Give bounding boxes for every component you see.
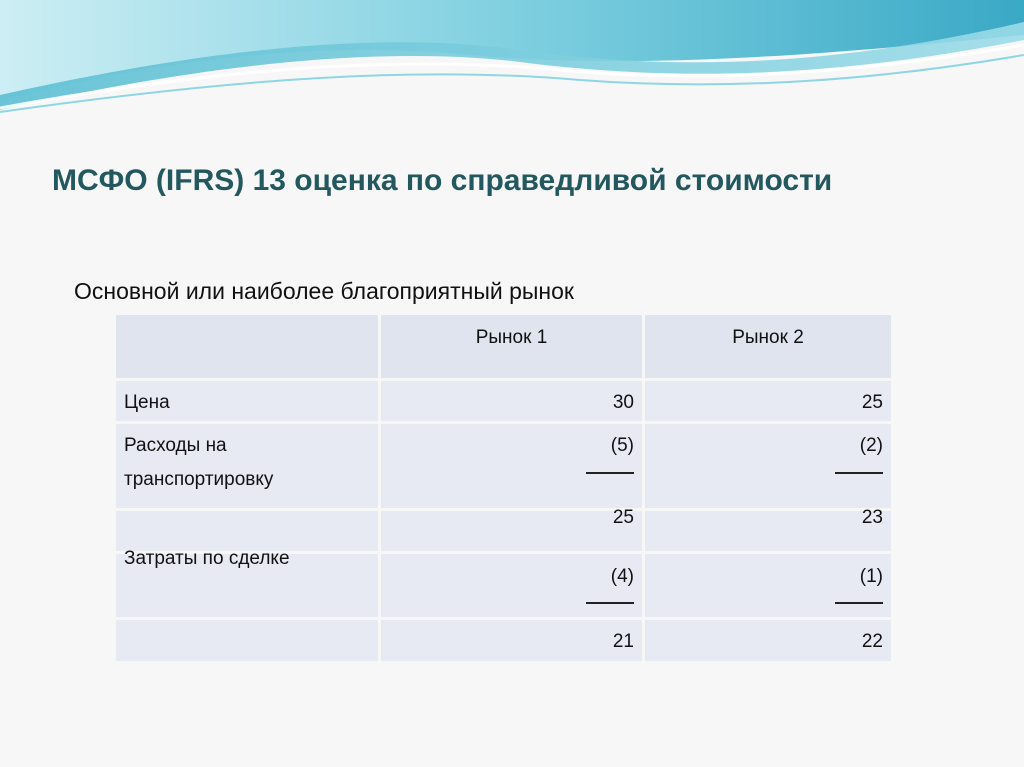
value: (4) xyxy=(610,566,634,587)
value-cell xyxy=(381,620,642,661)
decorative-wave-banner xyxy=(0,0,1024,120)
value-cell xyxy=(381,507,642,551)
row-label: Цена xyxy=(124,392,170,413)
value: 23 xyxy=(861,507,883,528)
header-empty-cell xyxy=(116,315,378,378)
value: (5) xyxy=(610,435,634,456)
header-label: Рынок 2 xyxy=(732,327,804,348)
row-label-cell xyxy=(116,548,378,617)
header-market-1 xyxy=(381,315,642,378)
value-cell xyxy=(645,507,891,551)
row-label-line2: транспортировку xyxy=(124,469,274,490)
value: 25 xyxy=(861,392,883,413)
value-cell xyxy=(645,620,891,661)
row-label-cell xyxy=(116,620,378,661)
value-cell xyxy=(381,424,642,508)
value-cell xyxy=(381,554,642,617)
page-title: МСФО (IFRS) 13 оценка по справедливой стоимости xyxy=(52,164,833,197)
subtotal-rule xyxy=(835,602,883,604)
value: (2) xyxy=(859,435,883,456)
market-comparison-table xyxy=(116,315,891,661)
row-label: Затраты по сделке xyxy=(124,548,290,569)
subtotal-rule xyxy=(586,472,634,474)
value-cell xyxy=(381,381,642,421)
value: 25 xyxy=(612,507,634,528)
row-label-cell xyxy=(116,424,378,508)
value-cell xyxy=(645,381,891,421)
header-market-2 xyxy=(645,315,891,378)
value: 21 xyxy=(612,631,634,652)
row-label-cell xyxy=(116,511,378,551)
subtotal-rule xyxy=(835,472,883,474)
header-label: Рынок 1 xyxy=(475,327,548,348)
value: (1) xyxy=(859,566,883,587)
value: 22 xyxy=(861,631,883,652)
table-caption: Основной или наиболее благоприятный рынок xyxy=(74,278,574,304)
value-cell xyxy=(645,424,891,508)
value-cell xyxy=(645,554,891,617)
subtotal-rule xyxy=(586,602,634,604)
row-label-cell xyxy=(116,381,378,421)
value: 30 xyxy=(612,392,634,413)
row-label: Расходы на xyxy=(124,435,227,456)
